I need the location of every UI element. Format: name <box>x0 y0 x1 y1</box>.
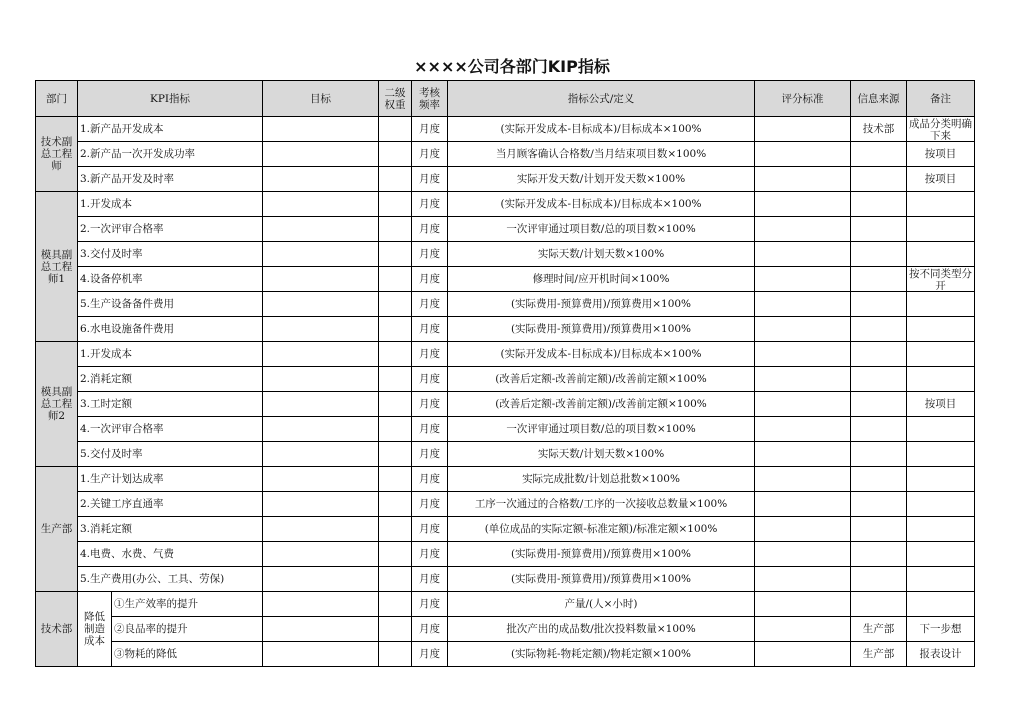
header-formula: 指标公式/定义 <box>448 81 755 117</box>
weight-cell <box>379 567 412 592</box>
standard-cell <box>755 592 851 617</box>
source-cell <box>851 317 907 342</box>
kpi-cell: 3.工时定额 <box>78 392 263 417</box>
freq-cell: 月度 <box>412 517 448 542</box>
kpi-cell: 4.一次评审合格率 <box>78 417 263 442</box>
standard-cell <box>755 117 851 142</box>
source-cell <box>851 267 907 292</box>
source-cell <box>851 192 907 217</box>
target-cell <box>263 492 379 517</box>
kpi-cell: 1.生产计划达成率 <box>78 467 263 492</box>
target-cell <box>263 317 379 342</box>
kpi-cell: 2.关键工序直通率 <box>78 492 263 517</box>
formula-cell: (实际费用-预算费用)/预算费用×100% <box>448 292 755 317</box>
target-cell <box>263 242 379 267</box>
source-cell <box>851 517 907 542</box>
kpi-cell: 6.水电设施备件费用 <box>78 317 263 342</box>
target-cell <box>263 442 379 467</box>
weight-cell <box>379 492 412 517</box>
standard-cell <box>755 617 851 642</box>
note-cell: 下一步想 <box>907 617 975 642</box>
standard-cell <box>755 492 851 517</box>
formula-cell: (改善后定额-改善前定额)/改善前定额×100% <box>448 367 755 392</box>
standard-cell <box>755 267 851 292</box>
source-cell <box>851 417 907 442</box>
freq-cell: 月度 <box>412 392 448 417</box>
freq-cell: 月度 <box>412 592 448 617</box>
source-cell: 技术部 <box>851 117 907 142</box>
header-kpi: KPI指标 <box>78 81 263 117</box>
note-cell <box>907 342 975 367</box>
formula-cell: 修理时间/应开机时间×100% <box>448 267 755 292</box>
weight-cell <box>379 517 412 542</box>
weight-cell <box>379 217 412 242</box>
table-row <box>36 167 975 192</box>
formula-cell: (改善后定额-改善前定额)/改善前定额×100% <box>448 392 755 417</box>
table-row <box>36 292 975 317</box>
kpi-cell: 2.一次评审合格率 <box>78 217 263 242</box>
standard-cell <box>755 192 851 217</box>
source-cell <box>851 342 907 367</box>
weight-cell <box>379 317 412 342</box>
kpi-cell: 4.电费、水费、气费 <box>78 542 263 567</box>
weight-cell <box>379 242 412 267</box>
kpi-cell: 2.新产品一次开发成功率 <box>78 142 263 167</box>
table-row <box>36 567 975 592</box>
target-cell <box>263 142 379 167</box>
source-cell <box>851 217 907 242</box>
weight-cell <box>379 392 412 417</box>
kpi-cell: 3.消耗定额 <box>78 517 263 542</box>
freq-cell: 月度 <box>412 467 448 492</box>
kpi-cell: 3.交付及时率 <box>78 242 263 267</box>
kpi-cell: 5.生产费用(办公、工具、劳保) <box>78 567 263 592</box>
standard-cell <box>755 542 851 567</box>
weight-cell <box>379 542 412 567</box>
table-row <box>36 442 975 467</box>
table-row <box>36 592 975 617</box>
weight-cell <box>379 467 412 492</box>
table-row <box>36 417 975 442</box>
source-cell <box>851 167 907 192</box>
formula-cell: 批次产出的成品数/批次投料数量×100% <box>448 617 755 642</box>
table-row <box>36 367 975 392</box>
standard-cell <box>755 442 851 467</box>
header-dept: 部门 <box>36 81 78 117</box>
formula-cell: (实际开发成本-目标成本)/目标成本×100% <box>448 192 755 217</box>
standard-cell <box>755 342 851 367</box>
standard-cell <box>755 142 851 167</box>
freq-cell: 月度 <box>412 492 448 517</box>
weight-cell <box>379 417 412 442</box>
source-cell <box>851 467 907 492</box>
target-cell <box>263 217 379 242</box>
freq-cell: 月度 <box>412 317 448 342</box>
table-row <box>36 267 975 292</box>
header-row <box>36 81 975 117</box>
source-cell <box>851 292 907 317</box>
weight-cell <box>379 592 412 617</box>
freq-cell: 月度 <box>412 442 448 467</box>
freq-cell: 月度 <box>412 167 448 192</box>
formula-cell: 实际天数/计划天数×100% <box>448 242 755 267</box>
note-cell <box>907 367 975 392</box>
standard-cell <box>755 392 851 417</box>
kpi-cell: ②良品率的提升 <box>112 617 263 642</box>
standard-cell <box>755 642 851 667</box>
standard-cell <box>755 292 851 317</box>
kpi-cell: 3.新产品开发及时率 <box>78 167 263 192</box>
table-row <box>36 192 975 217</box>
freq-cell: 月度 <box>412 642 448 667</box>
header-level2-weight: 二级权重 <box>379 81 412 117</box>
table-row <box>36 317 975 342</box>
weight-cell <box>379 342 412 367</box>
kpi-cell: 5.交付及时率 <box>78 442 263 467</box>
target-cell <box>263 367 379 392</box>
source-cell: 生产部 <box>851 617 907 642</box>
formula-cell: 工序一次通过的合格数/工序的一次接收总数量×100% <box>448 492 755 517</box>
note-cell <box>907 567 975 592</box>
weight-cell <box>379 442 412 467</box>
table-row <box>36 467 975 492</box>
source-cell <box>851 367 907 392</box>
kpi-cell: 4.设备停机率 <box>78 267 263 292</box>
freq-cell: 月度 <box>412 117 448 142</box>
note-cell <box>907 417 975 442</box>
standard-cell <box>755 417 851 442</box>
note-cell: 按项目 <box>907 167 975 192</box>
note-cell <box>907 442 975 467</box>
formula-cell: (单位成品的实际定额-标准定额)/标准定额×100% <box>448 517 755 542</box>
freq-cell: 月度 <box>412 617 448 642</box>
table-row <box>36 617 975 642</box>
freq-cell: 月度 <box>412 242 448 267</box>
note-cell <box>907 242 975 267</box>
kpi-cell: 1.开发成本 <box>78 192 263 217</box>
kpi-cell: ③物耗的降低 <box>112 642 263 667</box>
target-cell <box>263 592 379 617</box>
kpi-cell: 2.消耗定额 <box>78 367 263 392</box>
formula-cell: (实际费用-预算费用)/预算费用×100% <box>448 317 755 342</box>
target-cell <box>263 567 379 592</box>
dept-cell: 技术部 <box>36 592 78 667</box>
standard-cell <box>755 317 851 342</box>
note-cell <box>907 292 975 317</box>
weight-cell <box>379 117 412 142</box>
weight-cell <box>379 617 412 642</box>
weight-cell <box>379 267 412 292</box>
table-row <box>36 517 975 542</box>
freq-cell: 月度 <box>412 192 448 217</box>
weight-cell <box>379 642 412 667</box>
note-cell <box>907 592 975 617</box>
source-cell <box>851 392 907 417</box>
target-cell <box>263 517 379 542</box>
standard-cell <box>755 167 851 192</box>
dept-cell: 生产部 <box>36 467 78 592</box>
formula-cell: 产量/(人×小时) <box>448 592 755 617</box>
table-row <box>36 492 975 517</box>
kpi-cell: ①生产效率的提升 <box>112 592 263 617</box>
note-cell <box>907 542 975 567</box>
source-cell <box>851 492 907 517</box>
table-row <box>36 117 975 142</box>
formula-cell: (实际物耗-物耗定额)/物耗定额×100% <box>448 642 755 667</box>
table-row <box>36 642 975 667</box>
note-cell <box>907 467 975 492</box>
formula-cell: 实际开发天数/计划开发天数×100% <box>448 167 755 192</box>
source-cell <box>851 242 907 267</box>
target-cell <box>263 617 379 642</box>
table-row <box>36 392 975 417</box>
formula-cell: (实际开发成本-目标成本)/目标成本×100% <box>448 342 755 367</box>
header-standard: 评分标准 <box>755 81 851 117</box>
kpi-table <box>35 80 975 667</box>
standard-cell <box>755 217 851 242</box>
formula-cell: 一次评审通过项目数/总的项目数×100% <box>448 217 755 242</box>
standard-cell <box>755 517 851 542</box>
note-cell <box>907 517 975 542</box>
kpi-cell: 1.开发成本 <box>78 342 263 367</box>
target-cell <box>263 342 379 367</box>
freq-cell: 月度 <box>412 342 448 367</box>
source-cell <box>851 442 907 467</box>
formula-cell: (实际费用-预算费用)/预算费用×100% <box>448 542 755 567</box>
source-cell: 生产部 <box>851 642 907 667</box>
weight-cell <box>379 142 412 167</box>
freq-cell: 月度 <box>412 267 448 292</box>
note-cell <box>907 317 975 342</box>
weight-cell <box>379 367 412 392</box>
standard-cell <box>755 242 851 267</box>
standard-cell <box>755 367 851 392</box>
note-cell <box>907 267 975 292</box>
note-cell <box>907 117 975 142</box>
target-cell <box>263 192 379 217</box>
target-cell <box>263 292 379 317</box>
note-text: 按不同类型分开 <box>909 268 972 290</box>
freq-cell: 月度 <box>412 292 448 317</box>
table-row <box>36 142 975 167</box>
kpi-cell: 5.生产设备备件费用 <box>78 292 263 317</box>
target-cell <box>263 392 379 417</box>
dept-cell: 技术副总工程师 <box>36 117 78 192</box>
note-cell: 按项目 <box>907 142 975 167</box>
target-cell <box>263 267 379 292</box>
freq-cell: 月度 <box>412 142 448 167</box>
target-cell <box>263 467 379 492</box>
header-target: 目标 <box>263 81 379 117</box>
kpi-cell: 1.新产品开发成本 <box>78 117 263 142</box>
freq-cell: 月度 <box>412 417 448 442</box>
dept-cell: 模具副总工程师2 <box>36 342 78 467</box>
freq-cell: 月度 <box>412 542 448 567</box>
note-cell <box>907 192 975 217</box>
note-cell: 按项目 <box>907 392 975 417</box>
target-cell <box>263 642 379 667</box>
header-source: 信息来源 <box>851 81 907 117</box>
weight-cell <box>379 192 412 217</box>
freq-cell: 月度 <box>412 367 448 392</box>
formula-cell: 实际完成批数/计划总批数×100% <box>448 467 755 492</box>
table-row <box>36 342 975 367</box>
header-frequency: 考核频率 <box>412 81 448 117</box>
formula-cell: (实际费用-预算费用)/预算费用×100% <box>448 567 755 592</box>
freq-cell: 月度 <box>412 567 448 592</box>
note-text: 成品分类明确下来 <box>909 118 972 140</box>
source-cell <box>851 542 907 567</box>
table-row <box>36 542 975 567</box>
note-cell: 报表设计 <box>907 642 975 667</box>
target-cell <box>263 167 379 192</box>
note-cell <box>907 492 975 517</box>
dept-cell: 模具副总工程师1 <box>36 192 78 342</box>
page-title: ××××公司各部门KIP指标 <box>414 57 610 76</box>
table-row <box>36 217 975 242</box>
formula-cell: 实际天数/计划天数×100% <box>448 442 755 467</box>
weight-cell <box>379 292 412 317</box>
subgroup-cell: 降低制造成本 <box>78 592 112 667</box>
formula-cell: 一次评审通过项目数/总的项目数×100% <box>448 417 755 442</box>
formula-cell: (实际开发成本-目标成本)/目标成本×100% <box>448 117 755 142</box>
formula-cell: 当月顾客确认合格数/当月结束项目数×100% <box>448 142 755 167</box>
header-note: 备注 <box>907 81 975 117</box>
standard-cell <box>755 467 851 492</box>
standard-cell <box>755 567 851 592</box>
freq-cell: 月度 <box>412 217 448 242</box>
target-cell <box>263 542 379 567</box>
target-cell <box>263 417 379 442</box>
table-row <box>36 242 975 267</box>
target-cell <box>263 117 379 142</box>
source-cell <box>851 592 907 617</box>
note-cell <box>907 217 975 242</box>
source-cell <box>851 142 907 167</box>
weight-cell <box>379 167 412 192</box>
source-cell <box>851 567 907 592</box>
